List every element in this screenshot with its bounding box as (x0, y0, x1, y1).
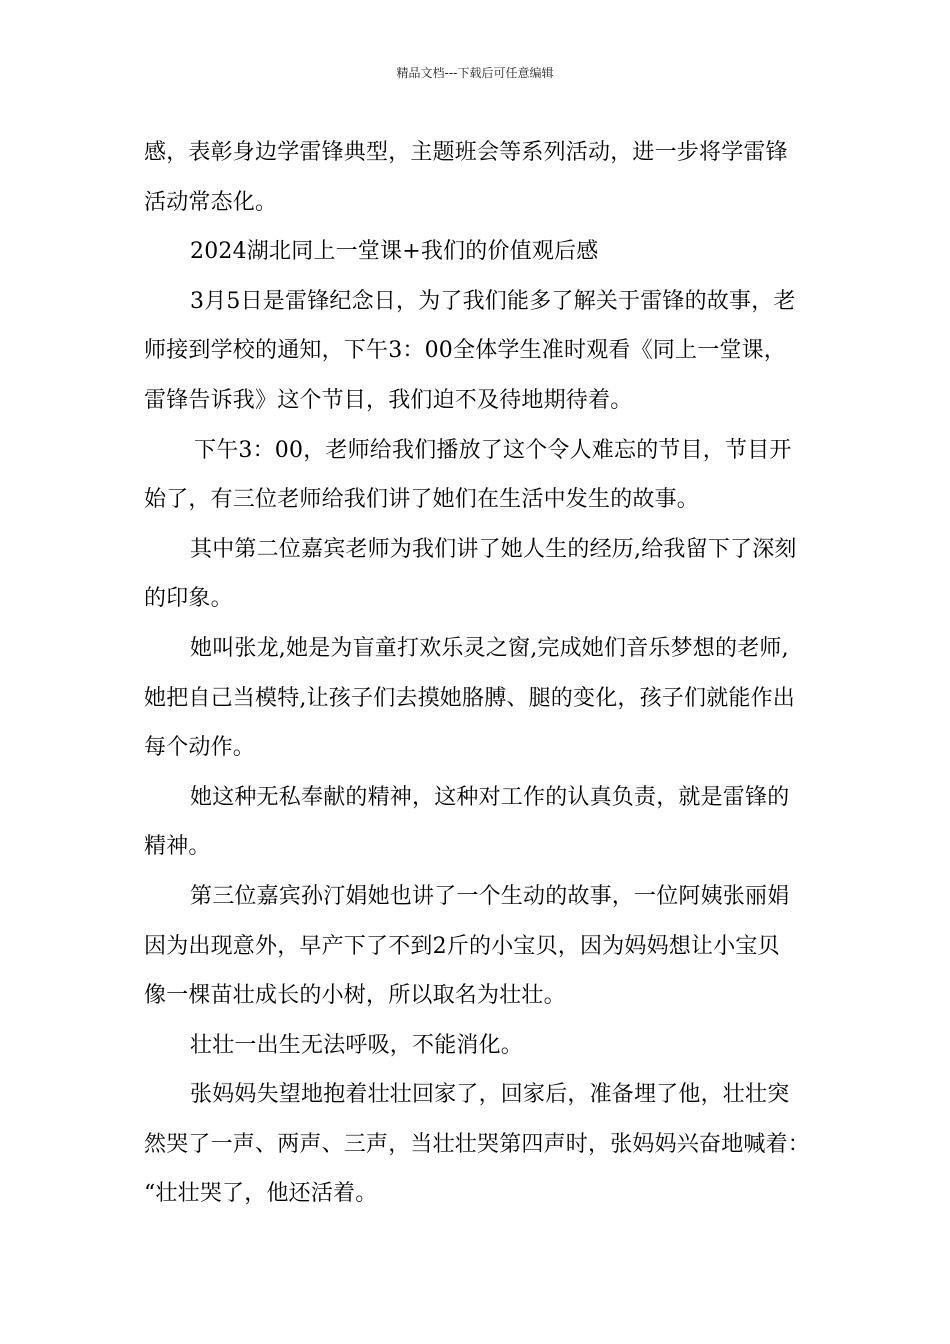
paragraph-line: 她叫张龙,她是为盲童打欢乐灵之窗,完成她们音乐梦想的老师, (190, 635, 789, 661)
paragraph-line: 师接到学校的通知，下午3：00全体学生准时观看《同上一堂课， (144, 338, 786, 364)
document-body (144, 128, 816, 1219)
paragraph-line: 的印象。 (144, 586, 233, 612)
paragraph-line: 始了，有三位老师给我们讲了她们在生活中发生的故事。 (144, 487, 700, 513)
paragraph-line: 感，表彰身边学雷锋典型，主题班会等系列活动，进一步将学雷锋 (144, 140, 788, 165)
paragraph-line: 精神。 (144, 834, 211, 860)
paragraph-line: 张妈妈失望地抱着壮壮回家了，回家后，准备埋了他，壮壮突 (190, 1082, 790, 1108)
paragraph-line: 第三位嘉宾孙汀娟她也讲了一个生动的故事，一位阿姨张丽娟 (190, 883, 790, 909)
paragraph-line: 壮壮一出生无法呼吸，不能消化。 (190, 1032, 524, 1058)
paragraph-line: 下午3：00，老师给我们播放了这个令人难忘的节目，节目开 (194, 437, 792, 463)
paragraph-line: 3月5日是雷锋纪念日，为了我们能多了解关于雷锋的故事，老 (190, 288, 796, 314)
paragraph-line: 她这种无私奉献的精神，这种对工作的认真负责，就是雷锋的 (190, 784, 790, 810)
paragraph-line: 每个动作。 (144, 735, 256, 761)
section-title: 2024湖北同上一堂课+我们的价值观后感 (190, 239, 599, 265)
paragraph-line: 然哭了一声、两声、三声，当壮壮哭第四声时，张妈妈兴奋地喊着： (144, 1131, 811, 1157)
paragraph-line: 因为出现意外，早产下了不到2斤的小宝贝，因为妈妈想让小宝贝 (144, 933, 780, 959)
paragraph-line: 雷锋告诉我》这个节目，我们迫不及待地期待着。 (144, 387, 633, 413)
paragraph-line: 其中第二位嘉宾老师为我们讲了她人生的经历,给我留下了深刻 (190, 536, 797, 562)
page-header: 精品文档---下载后可任意编辑 (396, 66, 554, 80)
paragraph-line: 她把自己当模特,让孩子们去摸她胳膊、腿的变化，孩子们就能作出 (144, 685, 795, 711)
paragraph-line: “壮壮哭了，他还活着。 (144, 1181, 378, 1207)
paragraph-line: 像一棵苗壮成长的小树，所以取名为壮壮。 (144, 983, 566, 1009)
paragraph-line: 活动常态化。 (144, 189, 278, 215)
